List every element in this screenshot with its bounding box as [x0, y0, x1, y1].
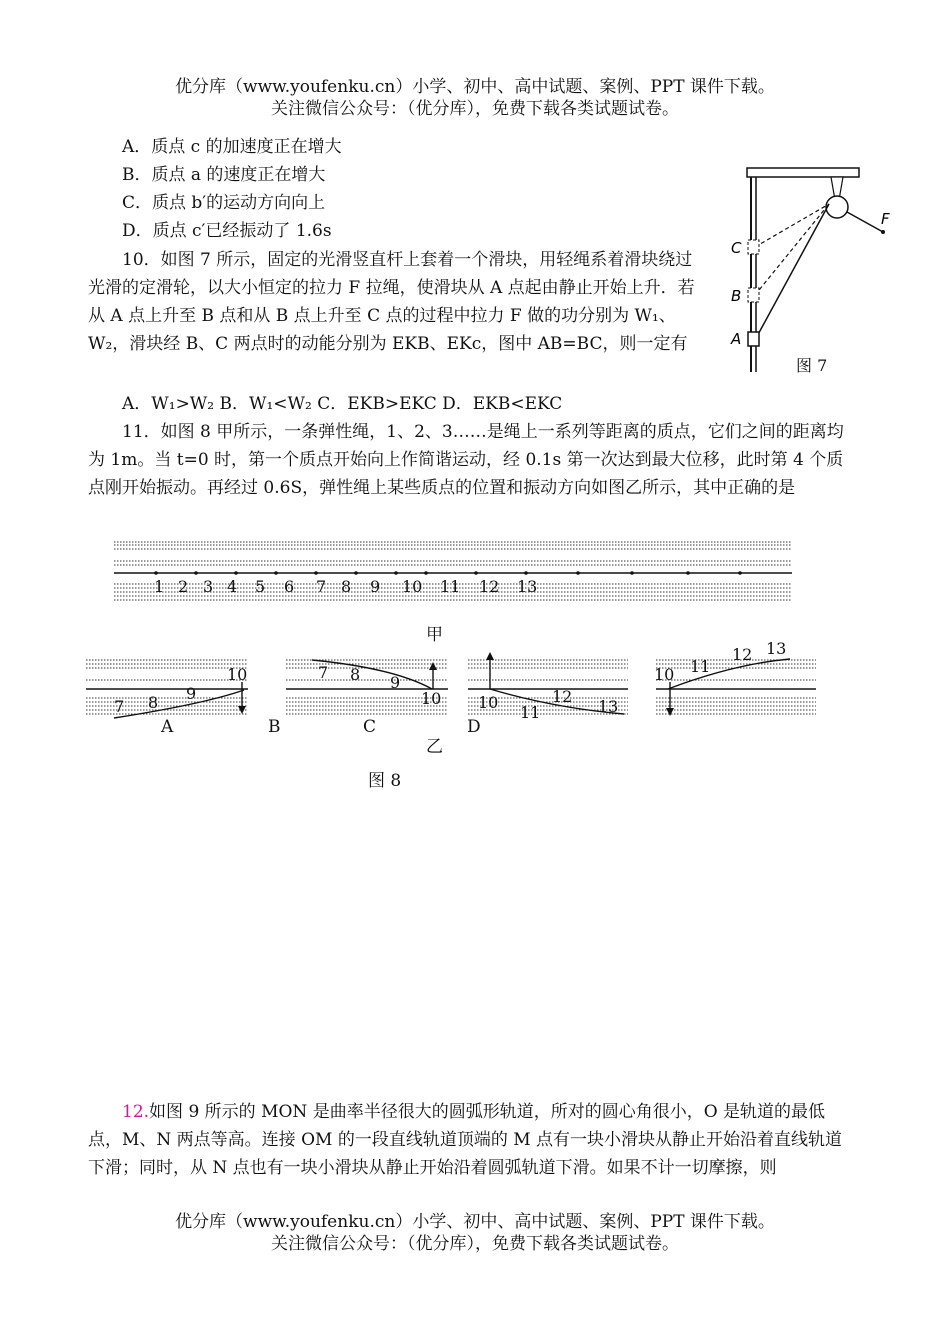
footer-line-1: 优分库（www.youfenku.cn）小学、初中、高中试题、案例、PPT 课件下载。 — [175, 1212, 775, 1232]
pull-rope — [847, 212, 883, 232]
point-8: 8 — [341, 577, 352, 596]
slider-block — [748, 332, 759, 346]
svg-text:13: 13 — [598, 697, 619, 716]
label-a: A — [731, 330, 742, 348]
point-7: 7 — [316, 577, 327, 596]
panel-c — [468, 652, 628, 722]
q11-text: 11．如图 8 甲所示，一条弹性绳，1、2、3……是绳上一系列等距离的质点，它们之间的距离均为 1m。当 t=0 时，第一个质点开始向上作简谐运动，经 0.1s 第一次达到最大位移，此时第 4 个质点刚开始振动。再经过 0.6S，弹性绳上某些质点的位置和振动方向如图乙所示，其中正确的是 — [88, 422, 844, 498]
svg-text:12: 12 — [732, 645, 753, 664]
label-b: B — [731, 287, 742, 305]
panel-d — [654, 642, 816, 716]
svg-text:10: 10 — [478, 693, 499, 712]
svg-text:9: 9 — [186, 684, 197, 703]
svg-text:7: 7 — [318, 663, 329, 682]
panel-letter-d: D — [467, 717, 481, 737]
point-13: 13 — [517, 577, 538, 596]
figure-8-caption: 图 8 — [368, 771, 402, 791]
svg-text:8: 8 — [148, 693, 159, 712]
q12-text — [88, 1098, 858, 1182]
panel-a — [86, 660, 248, 718]
header-line-2: 关注微信公众号：（优分库），免费下载各类试题试卷。 — [271, 99, 679, 119]
rope-from-a — [755, 204, 829, 340]
figure-8-yi-panels — [84, 642, 824, 742]
panel-b — [286, 660, 448, 714]
svg-text:7: 7 — [114, 697, 125, 716]
panel-letter-c: C — [363, 717, 377, 737]
q10-options: A．W₁>W₂ B．W₁<W₂ C．EKB>EKC D．EKB<EKC — [122, 394, 563, 414]
footer-line-2: 关注微信公众号：（优分库），免费下载各类试题试卷。 — [271, 1234, 679, 1254]
svg-text:11: 11 — [520, 703, 541, 722]
label-c: C — [731, 239, 742, 257]
svg-text:10: 10 — [654, 665, 675, 684]
panel-letter-a: A — [161, 717, 174, 737]
q12-body: 如图 9 所示的 MON 是曲率半径很大的圆弧形轨道，所对的圆心角很小，O 是轨道的最低点，M、N 两点等高。连接 OM 的一段直线轨道顶端的 M 点有一块小滑块从静止开始沿着直线轨道下滑；同时，从 N 点也有一块小滑块从静止开始沿着圆弧轨道下滑。如果不计一切摩擦，则 — [88, 1102, 843, 1178]
q12-number: 12. — [122, 1102, 150, 1122]
point-1: 1 — [154, 577, 165, 596]
point-12: 12 — [479, 577, 500, 596]
q9-option-a: A．质点 c 的加速度正在增大 — [122, 137, 342, 157]
point-6: 6 — [284, 577, 295, 596]
panel-letter-b: B — [268, 717, 281, 737]
label-jia: 甲 — [426, 625, 443, 645]
point-2: 2 — [178, 577, 189, 596]
point-11: 11 — [440, 577, 461, 596]
svg-text:8: 8 — [350, 665, 361, 684]
figure-7-diagram — [725, 160, 905, 385]
q9-option-c: C．质点 b′的运动方向向上 — [122, 193, 326, 213]
point-3: 3 — [203, 577, 214, 596]
svg-text:9: 9 — [390, 673, 401, 692]
point-5: 5 — [255, 577, 266, 596]
ceiling-bar — [747, 168, 859, 177]
pulley-icon — [826, 196, 848, 218]
point-10: 10 — [402, 577, 423, 596]
figure-7-caption: 图 7 — [796, 356, 828, 375]
svg-text:13: 13 — [766, 642, 787, 658]
svg-text:10: 10 — [421, 689, 442, 708]
label-yi: 乙 — [426, 737, 443, 757]
q9-option-d: D．质点 c′已经振动了 1.6s — [122, 221, 332, 241]
svg-text:10: 10 — [227, 665, 248, 684]
q10-text: 10．如图 7 所示，固定的光滑竖直杆上套着一个滑块，用轻绳系着滑块绕过光滑的定滑轮，以大小恒定的拉力 F 拉绳，使滑块从 A 点起由静止开始上升．若从 A 点上升至 B 点和从 B 点上升至 C 点的过程中拉力 F 做的功分别为 W₁、W₂，滑块经 B、C 两点时的动能分别为 EKB、EKc，图中 AB=BC，则一定有 — [88, 250, 695, 354]
svg-text:11: 11 — [690, 657, 711, 676]
figure-8-jia-rope — [108, 538, 798, 606]
q9-option-b: B．质点 a 的速度正在增大 — [122, 165, 326, 185]
svg-text:12: 12 — [552, 687, 573, 706]
point-9: 9 — [370, 577, 381, 596]
header-line-1: 优分库（www.youfenku.cn）小学、初中、高中试题、案例、PPT 课件下载。 — [175, 77, 775, 97]
point-4: 4 — [227, 577, 238, 596]
label-f: F — [881, 210, 890, 228]
